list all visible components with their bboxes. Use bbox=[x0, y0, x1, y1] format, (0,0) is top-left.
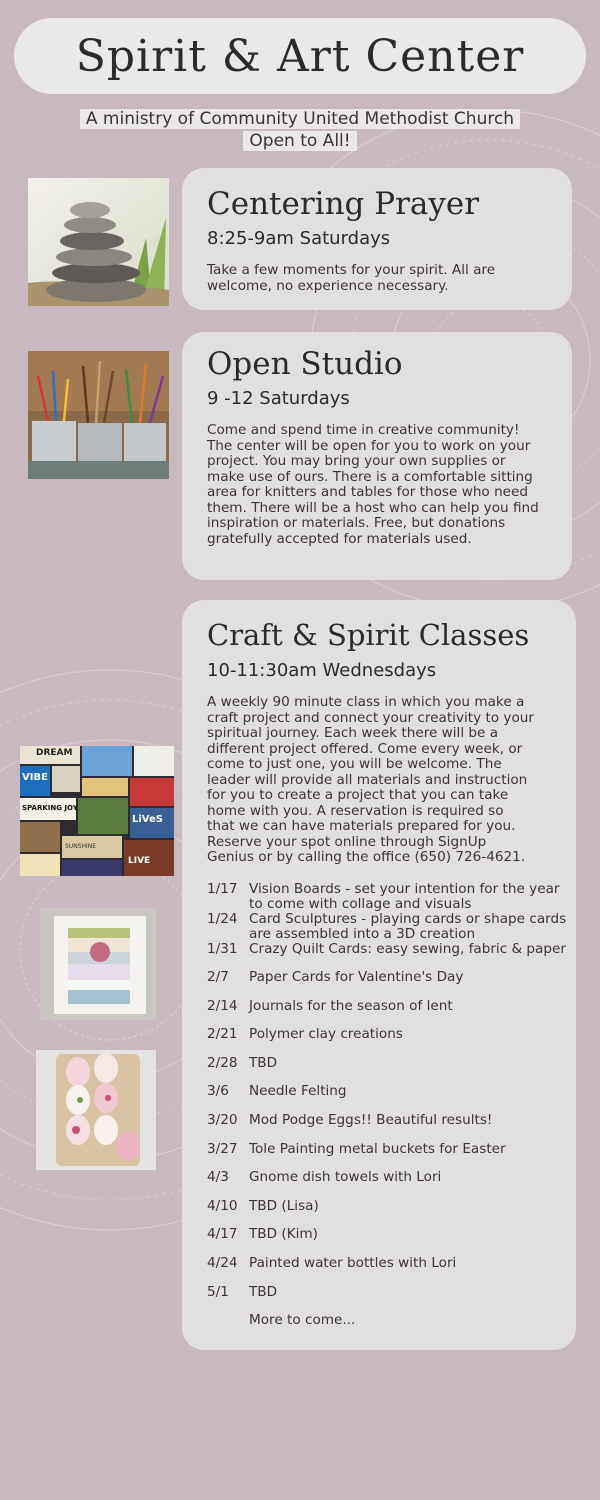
more-to-come: More to come... bbox=[249, 1312, 356, 1329]
schedule-title: Gnome dish towels with Lori bbox=[249, 1169, 442, 1186]
schedule-title: Polymer clay creations bbox=[249, 1026, 403, 1043]
schedule-date: 4/3 bbox=[207, 1169, 229, 1186]
schedule-item bbox=[207, 942, 568, 971]
open-studio-time: 9 -12 Saturdays bbox=[207, 388, 350, 409]
schedule-title: Vision Boards - set your intention for the year to come with collage and visuals bbox=[249, 880, 560, 912]
schedule-item bbox=[207, 912, 568, 942]
quilt-card-photo bbox=[40, 908, 156, 1020]
page-title: Spirit & Art Center bbox=[75, 30, 525, 82]
schedule-date: 4/17 bbox=[207, 1226, 238, 1243]
centering-prayer-description: Take a few moments for your spirit. All are welcome, no experience necessary. bbox=[207, 262, 496, 294]
schedule-date: 2/28 bbox=[207, 1054, 238, 1071]
schedule-item bbox=[207, 1256, 568, 1285]
collage-word-sparking-joy: SPARKING JOY bbox=[22, 804, 78, 812]
collage-word-sunshine: SUNSHINE bbox=[65, 843, 97, 850]
centering-prayer-title: Centering Prayer bbox=[207, 186, 480, 222]
schedule-item bbox=[207, 1113, 568, 1142]
schedule-date: 3/6 bbox=[207, 1083, 229, 1100]
craft-spirit-card bbox=[182, 600, 576, 1350]
subtitle bbox=[0, 108, 600, 152]
schedule-item bbox=[207, 1227, 568, 1256]
craft-spirit-description: A weekly 90 minute class in which you make a craft project and connect your creativity to your spiritual journey. Each week there will be a different project offered. Come every week, or come to just one, you will be welcome. The leader will provide all materials and instruction for you to create a project that you can take home with you. A reservation is required so that we can have materials prepared for you. Reserve your spot online through SignUp Genius or by calling the office (650) 726-4621. bbox=[207, 694, 534, 865]
collage-word-vibe: VIBE bbox=[22, 772, 48, 783]
schedule-item bbox=[207, 1170, 568, 1199]
schedule-date: 1/17 bbox=[207, 880, 238, 897]
schedule-date: 4/24 bbox=[207, 1255, 238, 1272]
schedule-date: 1/24 bbox=[207, 910, 238, 927]
vision-board-photo bbox=[20, 746, 174, 876]
schedule-date: 2/21 bbox=[207, 1026, 238, 1043]
open-studio-title: Open Studio bbox=[207, 346, 403, 382]
schedule-title: TBD (Lisa) bbox=[249, 1197, 319, 1214]
schedule-title: TBD (Kim) bbox=[249, 1226, 318, 1243]
schedule-item bbox=[207, 882, 568, 912]
schedule-item bbox=[207, 999, 568, 1028]
open-studio-card bbox=[182, 332, 572, 580]
schedule-date: 1/31 bbox=[207, 940, 238, 957]
painted-eggs-photo bbox=[36, 1050, 156, 1170]
schedule-date: 3/27 bbox=[207, 1140, 238, 1157]
collage-word-lives: LiVeS bbox=[132, 814, 163, 825]
collage-word-dream: DREAM bbox=[36, 748, 73, 758]
open-line: Open to All! bbox=[243, 131, 356, 151]
schedule-item bbox=[207, 1142, 568, 1171]
art-supplies-photo bbox=[28, 351, 169, 479]
class-schedule bbox=[207, 882, 568, 1314]
schedule-title: Crazy Quilt Cards: easy sewing, fabric & paper bbox=[249, 940, 566, 957]
craft-spirit-time: 10-11:30am Wednesdays bbox=[207, 660, 437, 681]
schedule-title: Mod Podge Eggs!! Beautiful results! bbox=[249, 1112, 493, 1129]
schedule-item bbox=[207, 1056, 568, 1085]
schedule-item bbox=[207, 970, 568, 999]
schedule-date: 2/14 bbox=[207, 997, 238, 1014]
schedule-date: 4/10 bbox=[207, 1197, 238, 1214]
schedule-title: Painted water bottles with Lori bbox=[249, 1255, 457, 1272]
open-studio-description: Come and spend time in creative community! The center will be open for you to work on your project. You may bring your own supplies or make use of ours. There is a comfortable sitting area for knitters and tables for those who need them. There will be a host who can help you find inspiration or materials. Free, but donations gratefully accepted for materials used. bbox=[207, 422, 539, 547]
stacked-stones-photo bbox=[28, 178, 169, 306]
schedule-title: TBD bbox=[249, 1283, 278, 1300]
schedule-item bbox=[207, 1027, 568, 1056]
schedule-item bbox=[207, 1199, 568, 1228]
schedule-title: Needle Felting bbox=[249, 1083, 347, 1100]
schedule-title: Journals for the season of lent bbox=[249, 997, 453, 1014]
schedule-title: TBD bbox=[249, 1054, 278, 1071]
schedule-title: Paper Cards for Valentine's Day bbox=[249, 969, 464, 986]
schedule-date: 3/20 bbox=[207, 1112, 238, 1129]
ministry-line: A ministry of Community United Methodist Church bbox=[80, 109, 520, 129]
title-banner bbox=[14, 18, 586, 94]
craft-spirit-title: Craft & Spirit Classes bbox=[207, 618, 530, 652]
centering-prayer-card bbox=[182, 168, 572, 310]
schedule-date: 5/1 bbox=[207, 1283, 229, 1300]
schedule-date: 2/7 bbox=[207, 969, 229, 986]
schedule-title: Tole Painting metal buckets for Easter bbox=[249, 1140, 506, 1157]
collage-word-live: LIVE bbox=[128, 856, 151, 866]
centering-prayer-time: 8:25-9am Saturdays bbox=[207, 228, 391, 249]
schedule-item bbox=[207, 1285, 568, 1314]
schedule-title: Card Sculptures - playing cards or shape cards are assembled into a 3D creation bbox=[249, 910, 567, 942]
more-row bbox=[207, 1313, 568, 1328]
schedule-item bbox=[207, 1084, 568, 1113]
